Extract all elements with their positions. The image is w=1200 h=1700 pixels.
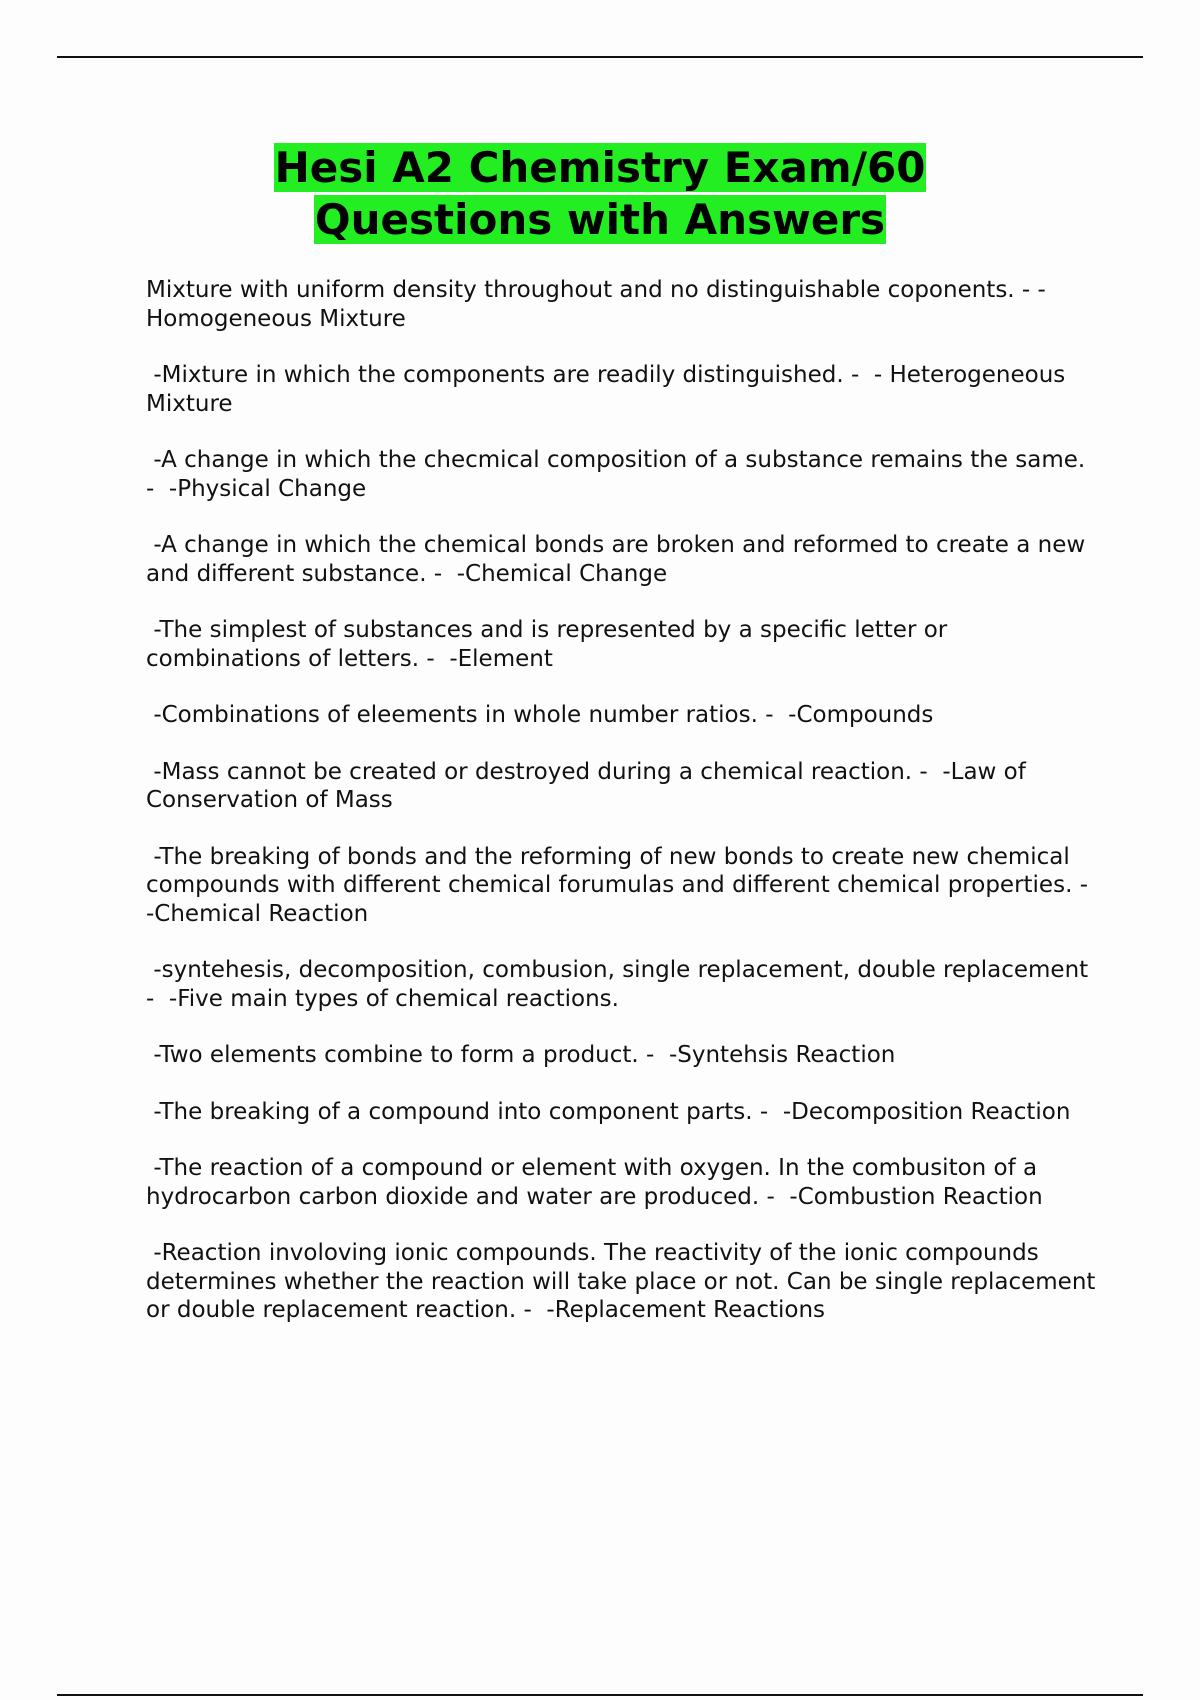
qa-item: -Two elements combine to form a product. - -Syntehsis Reaction bbox=[146, 1042, 896, 1068]
qa-item: Mixture with uniform density throughout and no distinguishable coponents. - -Homogeneous Mixture bbox=[146, 277, 1046, 332]
qa-item: -Mass cannot be created or destroyed during a chemical reaction. - -Law of Conservation of Mass bbox=[146, 758, 1034, 813]
qa-item: -syntehesis, decomposition, combusion, single replacement, double replacement - -Five main types of chemical reactions. bbox=[146, 957, 1096, 1012]
qa-list bbox=[146, 276, 1103, 1353]
qa-item: -The simplest of substances and is represented by a specific letter or combinations of letters. - -Element bbox=[146, 617, 955, 672]
qa-item: -Mixture in which the components are readily distinguished. - - Heterogeneous Mixture bbox=[146, 362, 1073, 417]
footer-rule bbox=[57, 1694, 1143, 1696]
qa-item: -The breaking of a compound into component parts. - -Decomposition Reaction bbox=[146, 1098, 1071, 1125]
title-highlight bbox=[274, 143, 927, 244]
title-line-2: Questions with Answers bbox=[314, 195, 886, 244]
header-rule bbox=[57, 56, 1143, 58]
qa-item: -Reaction involoving ionic compounds. The reactivity of the ionic compounds determines whether the reaction will take place or not. Can be single replacement or double replacement reaction. - -Replacement Reactions bbox=[146, 1240, 1103, 1323]
qa-item: -Combinations of eleements in whole number ratios. - -Compounds bbox=[146, 702, 934, 728]
qa-item: -The breaking of bonds and the reforming of new bonds to create new chemical compounds with different chemical forumulas and different chemical properties. - -Chemical Reaction bbox=[146, 843, 1103, 927]
qa-item: -A change in which the chemical bonds are broken and reformed to create a new and different substance. - -Chemical Change bbox=[146, 532, 1093, 587]
qa-item: -The reaction of a compound or element with oxygen. In the combusiton of a hydrocarbon carbon dioxide and water are produced. - -Combustion Reaction bbox=[146, 1155, 1045, 1210]
page-title bbox=[100, 142, 1100, 246]
qa-item: -A change in which the checmical composition of a substance remains the same. - -Physical Change bbox=[146, 447, 1093, 502]
title-line-1: Hesi A2 Chemistry Exam/60 bbox=[274, 143, 926, 192]
